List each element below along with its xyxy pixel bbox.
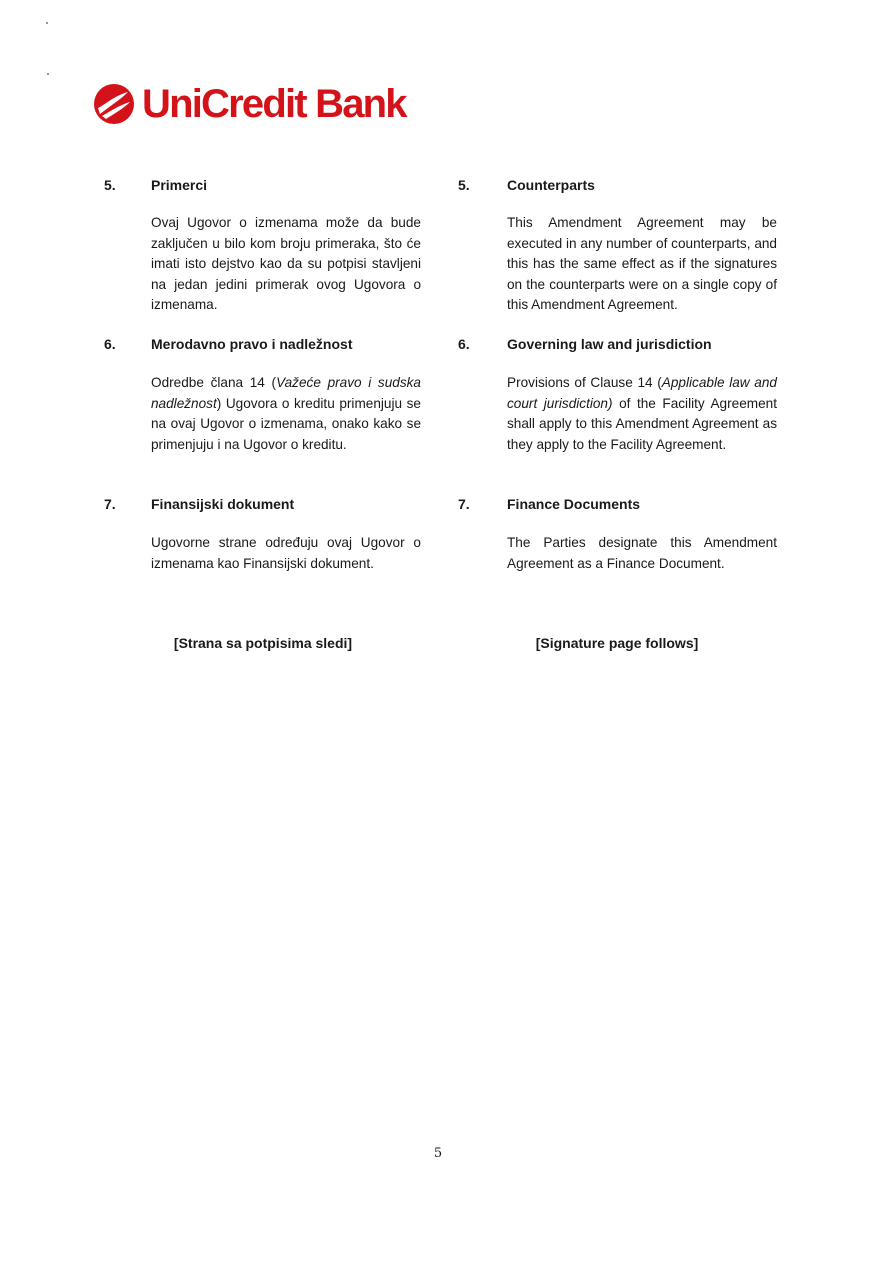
- signature-note-left: [Strana sa potpisima sledi]: [173, 635, 353, 651]
- signature-note-right: [Signature page follows]: [535, 635, 699, 651]
- section-body-right: The Parties designate this Amendment Agreement as a Finance Document.: [507, 535, 777, 571]
- logo-text: UniCredit Bank: [142, 82, 406, 126]
- page-number: 5: [433, 1146, 443, 1161]
- section-title-right: Counterparts: [507, 177, 595, 193]
- section-title-left: Primerci: [151, 177, 208, 193]
- section-number: 6.: [104, 336, 116, 352]
- section-number: 5.: [104, 177, 116, 193]
- unicredit-logo: [92, 82, 406, 126]
- section-body-right: This Amendment Agreement may be executed in any number of counterparts, and this has the same effect as if the signatures on the counterparts were on a single copy of this Amendment Agreement.: [507, 215, 777, 312]
- section-number: 5.: [458, 177, 470, 193]
- scan-speck: [47, 73, 49, 75]
- section-body-left: Ovaj Ugovor o izmenama može da bude zaključen u bilo kom broju primeraka, što će imati isto dejstvo kao da su potpisi stavljeni na jedan jedini primerak ovog Ugovora o izmenama.: [151, 215, 421, 312]
- scan-speck: [46, 22, 48, 24]
- section-number: 7.: [458, 496, 470, 512]
- section-body-right: Provisions of Clause 14 (Applicable law and court jurisdiction) of the Facility Agreement shall apply to this Amendment Agreement as they apply to the Facility Agreement.: [507, 375, 777, 452]
- section-body-left: Ugovorne strane određuju ovaj Ugovor o izmenama kao Finansijski dokument.: [151, 535, 421, 571]
- section-title-right: Governing law and jurisdiction: [507, 336, 712, 352]
- unicredit-logo-icon: [92, 82, 136, 126]
- section-number: 6.: [458, 336, 470, 352]
- section-title-left: Merodavno pravo i nadležnost: [151, 336, 353, 352]
- section-number: 7.: [104, 496, 116, 512]
- section-title-left: Finansijski dokument: [151, 496, 295, 512]
- section-title-right: Finance Documents: [507, 496, 641, 512]
- section-body-left: Odredbe člana 14 (Važeće pravo i sudska nadležnost) Ugovora o kreditu primenjuju se na ovaj Ugovor o izmenama, onako kako se primenjuju i na Ugovor o kreditu.: [151, 375, 421, 452]
